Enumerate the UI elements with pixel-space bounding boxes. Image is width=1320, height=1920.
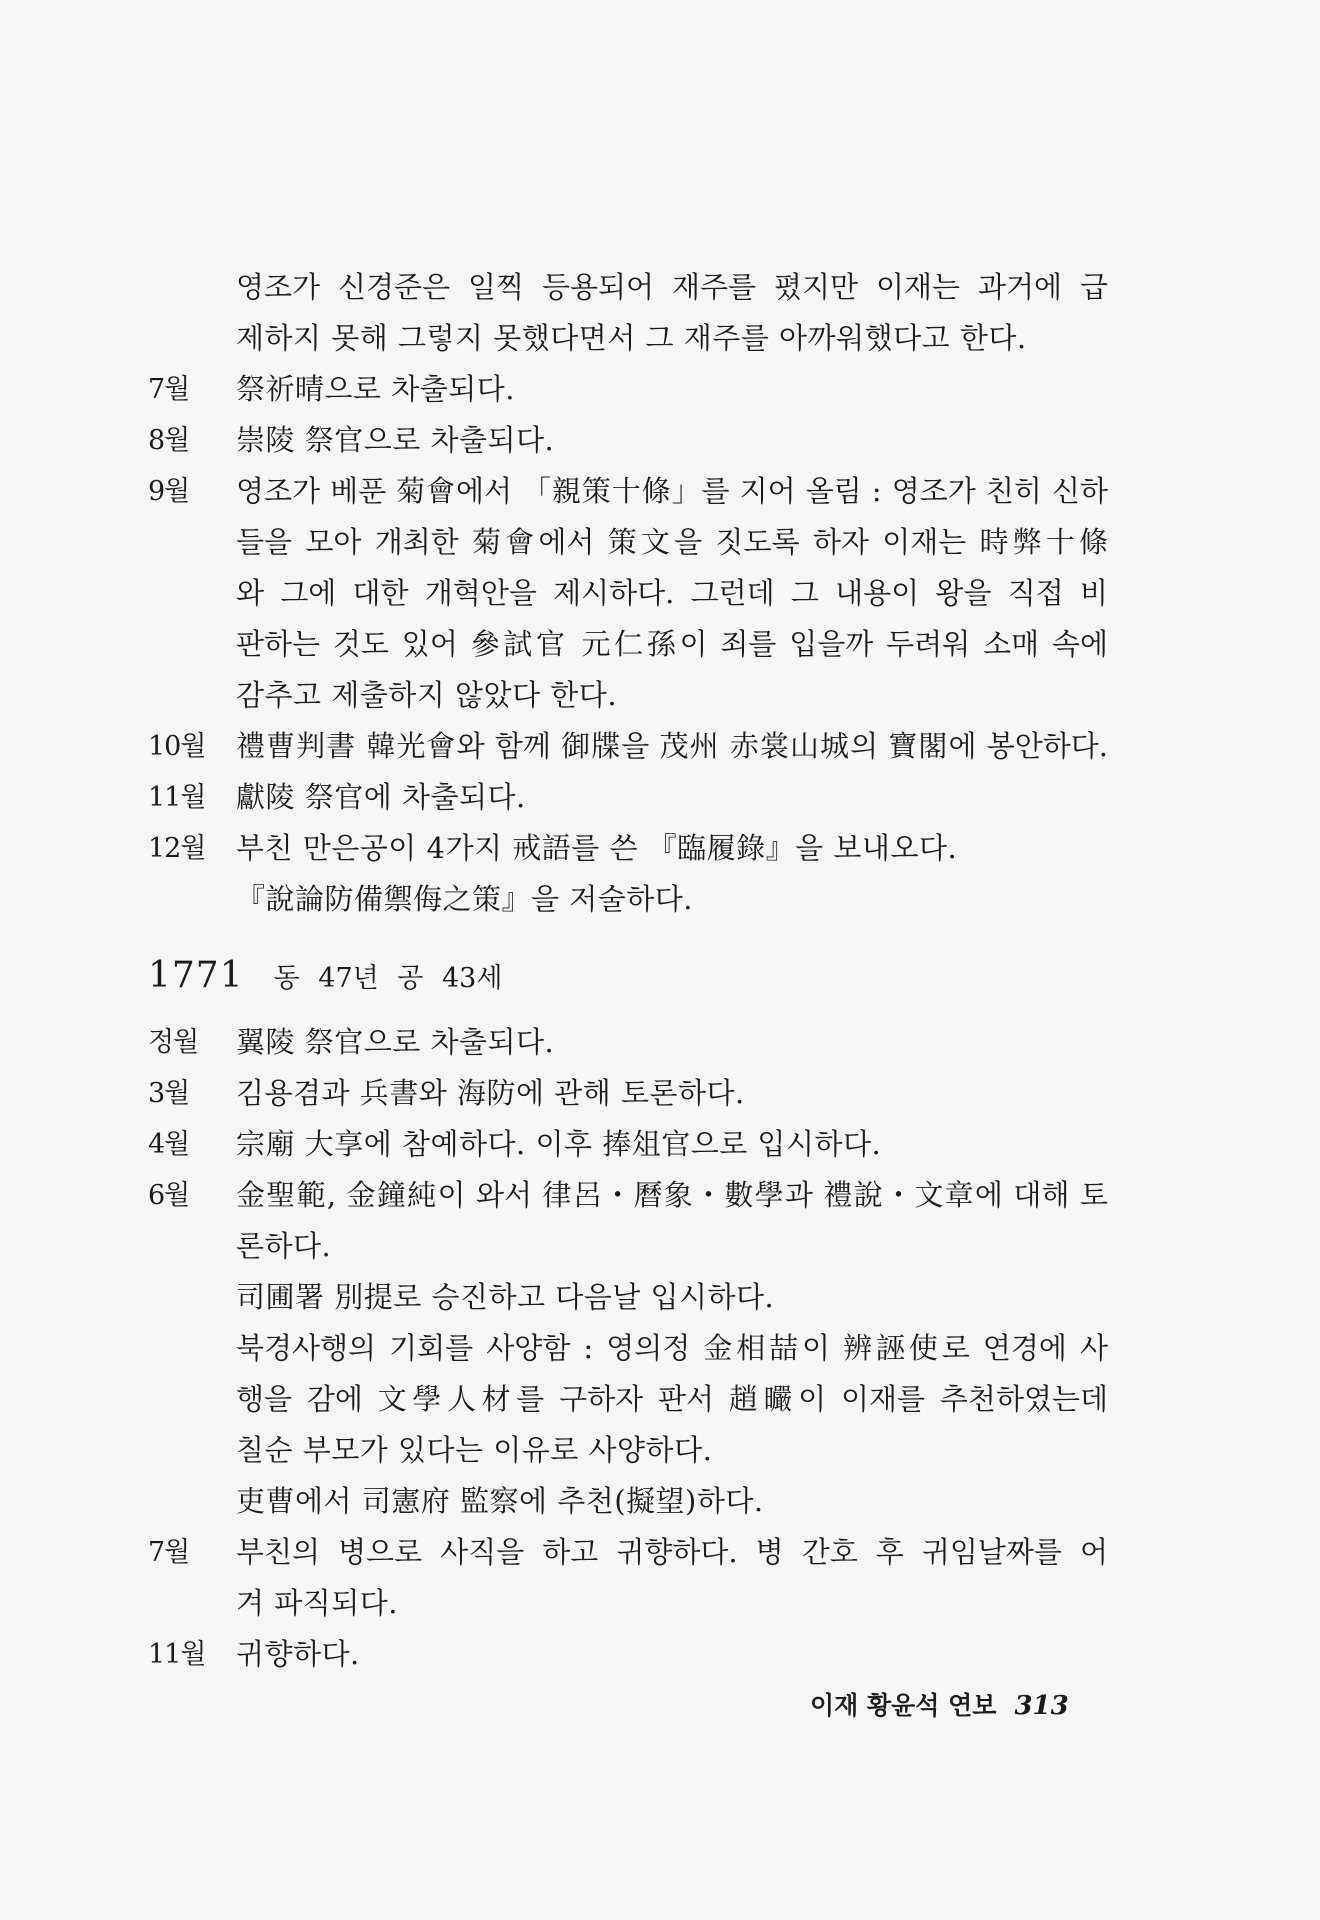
entry-line: 감추고 제출하지 않았다 한다. [236, 678, 618, 712]
entry-line: 崇陵 祭官으로 차출되다. [236, 423, 555, 457]
entry-month: 7월 [148, 1537, 190, 1568]
page-number: 313 [1014, 1691, 1069, 1721]
chronology-entry [148, 1629, 1108, 1680]
entry-line: 司圃署 別提로 승진하고 다음날 입시하다. [236, 1280, 775, 1314]
entry-line: 칠순 부모가 있다는 이유로 사양하다. [236, 1433, 713, 1467]
chronology-entry [148, 466, 1108, 721]
page-footer [810, 1686, 1069, 1722]
entry-line: 영조가 신경준은 일찍 등용되어 재주를 폈지만 이재는 과거에 급 [236, 270, 1108, 304]
entry-line: 『說論防備禦侮之策』을 저술하다. [236, 882, 694, 916]
entry-line: 영조가 베푼 菊會에서 「親策十條」를 지어 올림 : 영조가 친히 신하 [236, 474, 1108, 508]
entry-text [236, 262, 1108, 364]
footer-title: 이재 황윤석 연보 [810, 1691, 997, 1720]
entry-text [236, 772, 1108, 823]
entry-line: 김용겸과 兵書와 海防에 관해 토론하다. [236, 1076, 745, 1110]
chronology-entry [148, 721, 1108, 772]
entry-line: 귀향하다. [236, 1637, 360, 1671]
entry-text [236, 415, 1108, 466]
entry-line: 제하지 못해 그렇지 못했다면서 그 재주를 아까워했다고 한다. [236, 321, 1027, 355]
chronology-entry [148, 415, 1108, 466]
entry-text [236, 1119, 1108, 1170]
entry-line: 翼陵 祭官으로 차출되다. [236, 1025, 555, 1059]
year-number: 1771 [148, 955, 244, 996]
year-info: 동 47년 공 43세 [273, 963, 503, 994]
entry-month: 9월 [148, 476, 190, 507]
chronology-entry [148, 1017, 1108, 1068]
entry-line: 판하는 것도 있어 參試官 元仁孫이 죄를 입을까 두려워 소매 속에 [236, 627, 1108, 661]
chronology-entry [148, 364, 1108, 415]
entry-text [236, 1170, 1108, 1527]
entry-month: 12월 [148, 833, 206, 864]
chronology-entry [148, 262, 1108, 364]
entry-line: 북경사행의 기회를 사양함 : 영의정 金相喆이 辨誣使로 연경에 사 [236, 1331, 1108, 1365]
entry-line: 론하다. [236, 1229, 332, 1263]
entry-month: 11월 [148, 1639, 206, 1670]
chronology-entry [148, 1170, 1108, 1527]
chronology-entries [148, 262, 1108, 1680]
chronology-entry [148, 1068, 1108, 1119]
entry-line: 부친의 병으로 사직을 하고 귀향하다. 병 간호 후 귀임날짜를 어 [236, 1535, 1108, 1569]
entry-line: 吏曹에서 司憲府 監察에 추천(擬望)하다. [236, 1484, 764, 1518]
entry-line: 金聖範, 金鐘純이 와서 律呂・曆象・數學과 禮說・文章에 대해 토 [236, 1178, 1108, 1212]
entry-month: 11월 [148, 782, 206, 813]
entry-text [236, 1527, 1108, 1629]
entry-line: 와 그에 대한 개혁안을 제시하다. 그런데 그 내용이 왕을 직접 비 [236, 576, 1108, 610]
entry-line: 祭祈晴으로 차출되다. [236, 372, 516, 406]
entry-text [236, 1629, 1108, 1680]
entry-month: 3월 [148, 1078, 190, 1109]
year-heading [148, 955, 1108, 1015]
chronology-entry [148, 1527, 1108, 1629]
entry-month: 4월 [148, 1129, 190, 1160]
entry-text [236, 721, 1108, 772]
entry-text [236, 823, 1108, 925]
chronology-entry [148, 772, 1108, 823]
entry-text [236, 466, 1108, 721]
entry-text [236, 1068, 1108, 1119]
entry-month: 8월 [148, 425, 190, 456]
entry-month: 7월 [148, 374, 190, 405]
entry-line: 겨 파직되다. [236, 1586, 399, 1620]
entry-line: 宗廟 大享에 참예하다. 이후 捧俎官으로 입시하다. [236, 1127, 882, 1161]
entry-line: 獻陵 祭官에 차출되다. [236, 780, 526, 814]
chronology-entry [148, 1119, 1108, 1170]
entry-line: 들을 모아 개최한 菊會에서 策文을 짓도록 하자 이재는 時弊十條 [236, 525, 1108, 559]
entry-line: 禮曹判書 韓光會와 함께 御牒을 茂州 赤裳山城의 寶閣에 봉안하다. [236, 729, 1108, 763]
entry-line: 부친 만은공이 4가지 戒語를 쓴 『臨履錄』을 보내오다. [236, 831, 958, 865]
chronology-entry [148, 823, 1108, 925]
entry-month: 10월 [148, 731, 206, 762]
entry-text [236, 1017, 1108, 1068]
entries-1770 [148, 262, 1108, 925]
entries-1771 [148, 1017, 1108, 1680]
entry-text [236, 364, 1108, 415]
entry-line: 행을 감에 文學人材를 구하자 판서 趙曮이 이재를 추천하였는데 [236, 1382, 1108, 1416]
entry-month: 6월 [148, 1180, 190, 1211]
entry-month: 정월 [148, 1027, 199, 1058]
